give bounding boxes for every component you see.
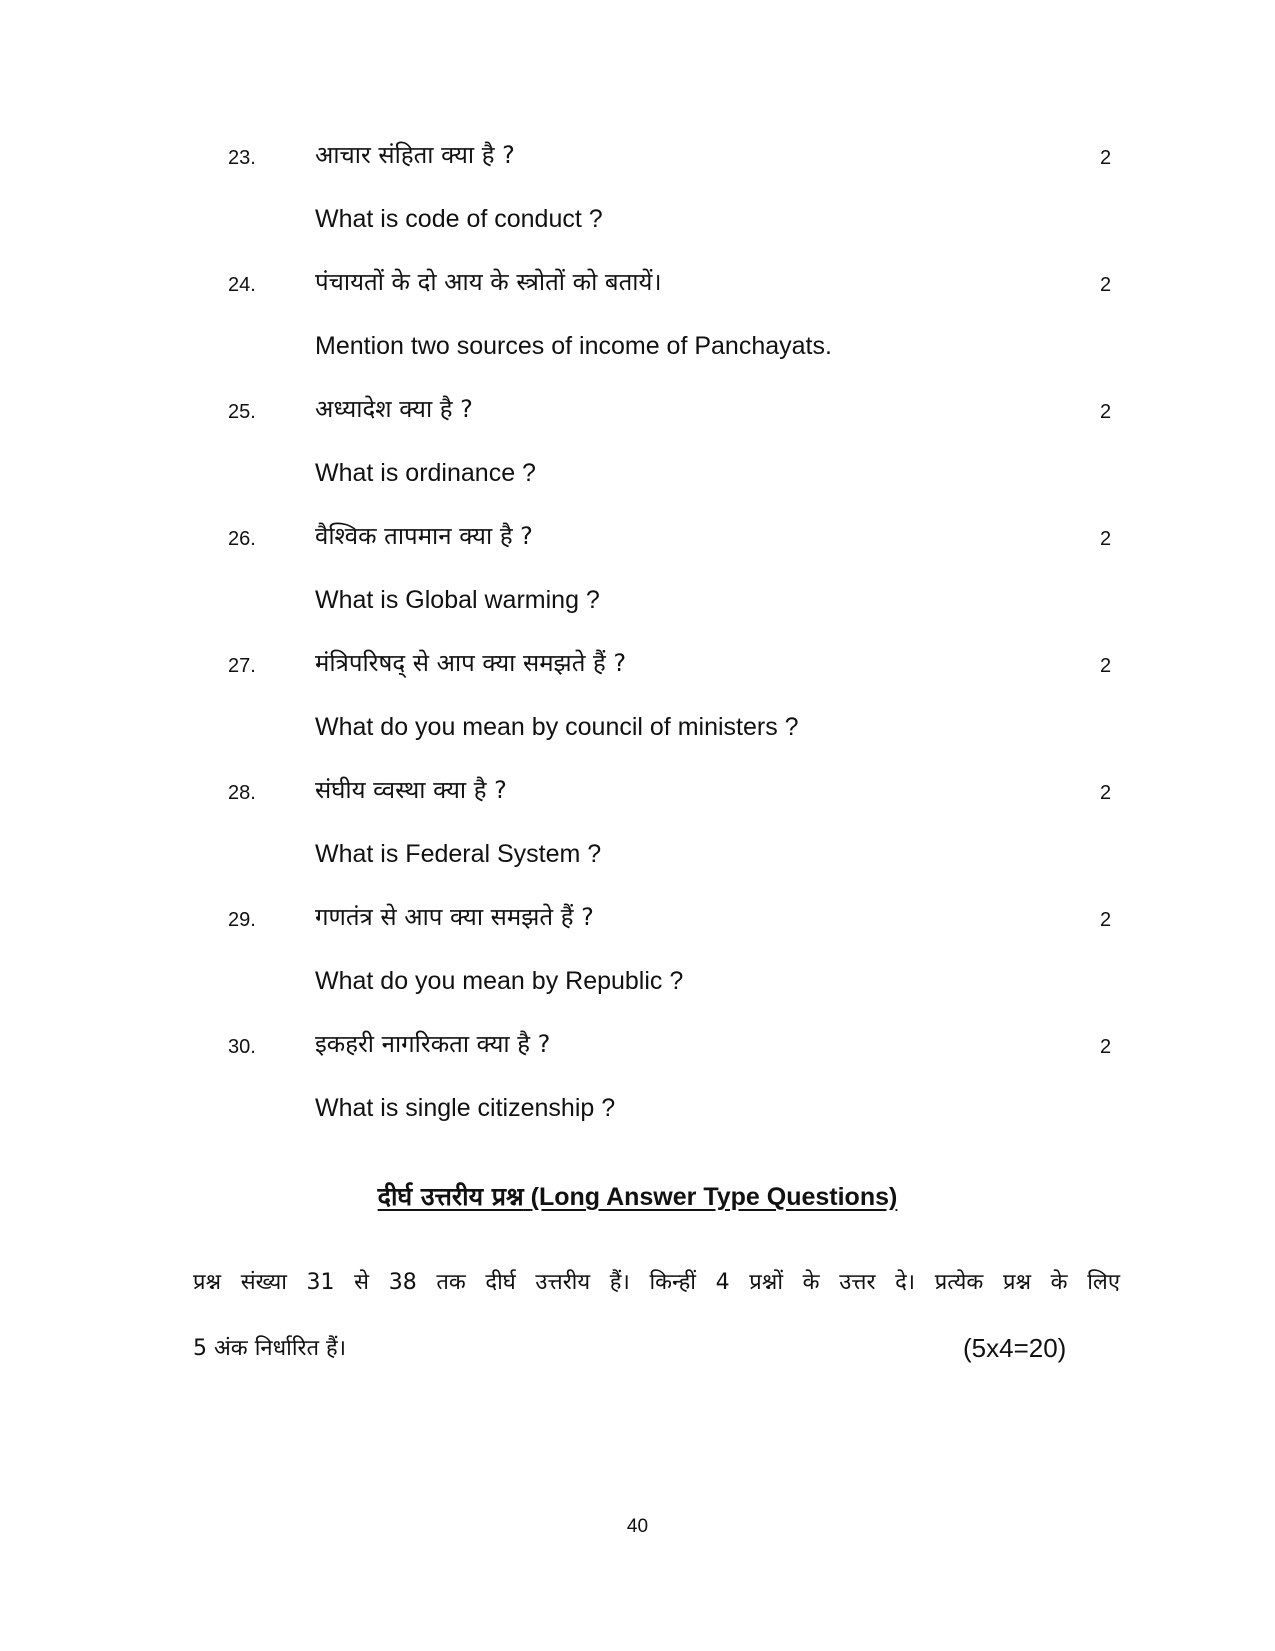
question-text-hindi: अध्यादेश क्या है ? [315, 395, 473, 423]
question-text-hindi: वैश्विक तापमान क्या है ? [315, 522, 533, 550]
question-text-english: What is code of conduct ? [315, 205, 603, 233]
question-number: 26. [228, 528, 256, 550]
question-marks: 2 [1100, 782, 1112, 804]
question-marks: 2 [1100, 401, 1112, 423]
question-number: 25. [228, 401, 256, 423]
page-number: 40 [626, 1516, 649, 1537]
question-marks: 2 [1100, 1036, 1112, 1058]
question-number: 23. [228, 147, 256, 169]
section-instruction-line-2: 5 अंक निर्धारित हैं। [193, 1336, 347, 1361]
question-text-hindi: पंचायतों के दो आय के स्त्रोतों को बतायें। [315, 268, 662, 296]
question-text-english: What is single citizenship ? [315, 1094, 616, 1122]
section-heading-english: (Long Answer Type Questions) [530, 1183, 898, 1211]
section-heading-hindi: दीर्घ उत्तरीय प्रश्न [377, 1182, 524, 1211]
question-marks: 2 [1100, 147, 1112, 169]
question-marks: 2 [1100, 528, 1112, 550]
question-marks: 2 [1100, 655, 1112, 677]
question-text-hindi: संघीय व्वस्था क्या है ? [315, 776, 507, 804]
question-number: 30. [228, 1036, 256, 1058]
question-text-hindi: आचार संहिता क्या है ? [315, 141, 515, 169]
marks-scheme: (5x4=20) [963, 1333, 1067, 1363]
question-marks: 2 [1100, 274, 1112, 296]
question-number: 28. [228, 782, 256, 804]
question-text-hindi: मंत्रिपरिषद् से आप क्या समझते हैं ? [315, 649, 627, 677]
question-text-english: What do you mean by council of ministers ? [315, 713, 799, 741]
question-text-english: What is ordinance ? [315, 459, 536, 487]
section-heading-gap [524, 1183, 531, 1211]
section-instruction-line-1: प्रश्न संख्या 31 से 38 तक दीर्घ उत्तरीय हैं। किन्हीं 4 प्रश्नों के उत्तर दे। प्रत्येक प्रश्न के लिए [193, 1270, 1120, 1295]
question-text-english: What is Federal System ? [315, 840, 602, 868]
section-heading [0, 1180, 1275, 1214]
question-number: 29. [228, 909, 256, 931]
question-text-hindi: इकहरी नागरिकता क्या है ? [315, 1030, 551, 1058]
question-text-english: What is Global warming ? [315, 586, 600, 614]
question-marks: 2 [1100, 909, 1112, 931]
question-number: 24. [228, 274, 256, 296]
question-text-english: Mention two sources of income of Panchayats. [315, 332, 832, 360]
question-text-english: What do you mean by Republic ? [315, 967, 684, 995]
question-number: 27. [228, 655, 256, 677]
question-text-hindi: गणतंत्र से आप क्या समझते हैं ? [315, 903, 594, 931]
